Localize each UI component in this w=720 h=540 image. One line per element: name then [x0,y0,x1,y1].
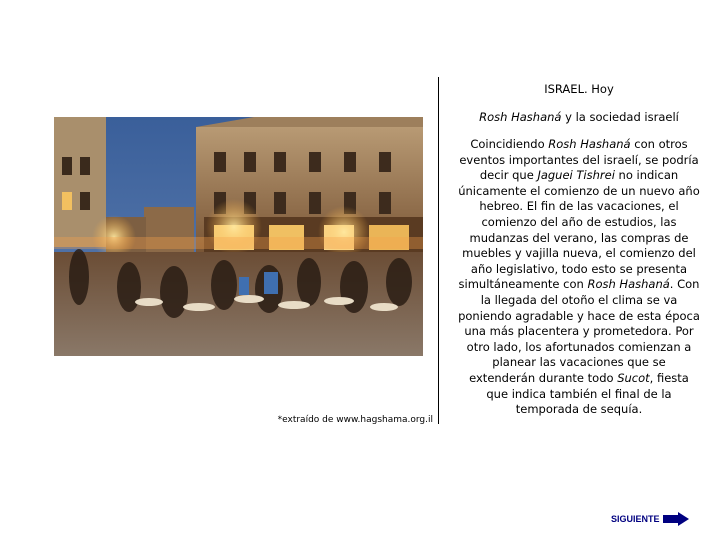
slide-title: ISRAEL. Hoy [544,82,614,96]
body-text [458,137,700,418]
body-segment: Coincidiendo [470,137,549,151]
body-segment-emphasis: Rosh Hashaná [587,277,670,292]
subtitle-text: y la sociedad israelí [561,110,679,124]
body-segment-emphasis: Jaguei Tishrei [537,168,615,183]
body-segment-emphasis: Sucot [617,370,650,385]
body-segment-emphasis: Rosh Hashaná [548,137,631,151]
next-button[interactable] [611,512,689,526]
slide-subtitle [454,110,704,124]
next-label: SIGUIENTE [611,514,660,524]
body-segment: , fiesta que indica también el final de la temporada de sequía. [486,370,689,417]
vertical-divider [438,77,439,424]
arrow-right-icon [663,512,689,526]
body-segment: . Con la llegada del otoño el clima se va poniendo agradable y hace de esta época una más placentera y prometedora. Por otro lado, los afortunados comienzan a planear las vacaciones que se extenderán durante todo [458,277,700,385]
body-segment: no indican únicamente el comienzo de un nuevo año hebreo. El fin de las vacaciones, el comienzo del año de estudios, las mudanzas del verano, las compras de muebles y vajilla nueva, el comienzo del año legislativo, todo esto se presenta simultáneamente con [458,168,700,292]
photo-caption: *extraído de www.hagshama.org.il [277,415,433,425]
street-cafe-photo [54,117,423,356]
body-segment: con otros eventos importantes del israelí, se podría decir que [459,137,699,183]
subtitle-emphasis: Rosh Hashaná [479,110,562,124]
